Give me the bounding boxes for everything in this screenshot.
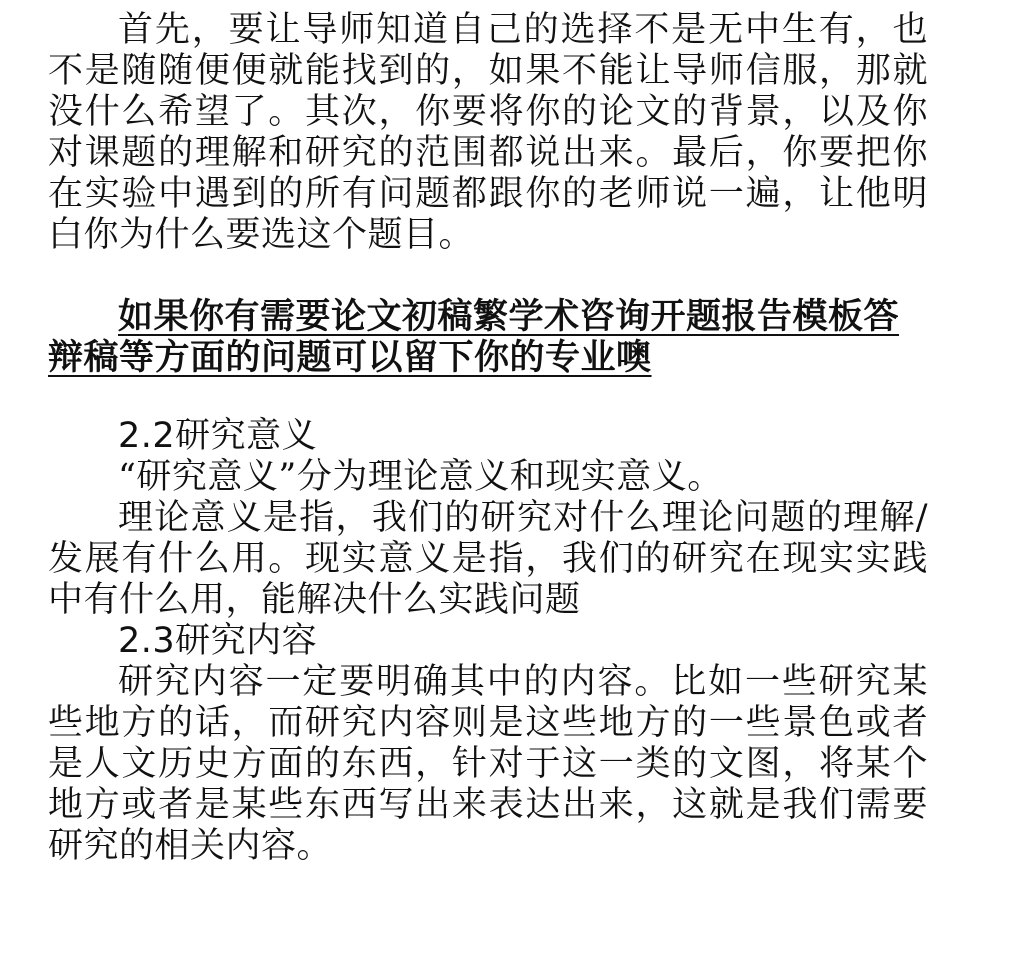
notice-link[interactable]: 如果你有需要论文初稿繁学术咨询开题报告模板答辩稿等方面的问题可以留下你的专业噢	[48, 297, 900, 378]
section-2-3-paragraph-1: 研究内容一定要明确其中的内容。比如一些研究某些地方的话，而研究内容则是这些地方的一些景色或者是人文历史方面的东西，针对于这一类的文图，将某个地方或者是某些东西写出来表达出来，这就是我们需要研究的相关内容。	[48, 662, 928, 866]
document-page	[48, 10, 928, 867]
section-2-2-heading: 2.2研究意义	[118, 416, 318, 456]
section-2-2-paragraph-2: 理论意义是指，我们的研究对什么理论问题的理解/发展有什么用。现实意义是指，我们的研究在现实实践中有什么用，能解决什么实践问题	[48, 498, 928, 620]
intro-paragraph: 首先，要让导师知道自己的选择不是无中生有，也不是随随便便就能找到的，如果不能让导师信服，那就没什么希望了。其次，你要将你的论文的背景，以及你对课题的理解和研究的范围都说出来。最后，你要把你在实验中遇到的所有问题都跟你的老师说一遍，让他明白你为什么要选这个题目。	[48, 10, 928, 255]
spacer	[48, 256, 928, 297]
section-2-3-heading: 2.3研究内容	[118, 621, 318, 661]
spacer	[48, 379, 928, 416]
section-2-2-paragraph-1: “研究意义”分为理论意义和现实意义。	[118, 457, 723, 497]
